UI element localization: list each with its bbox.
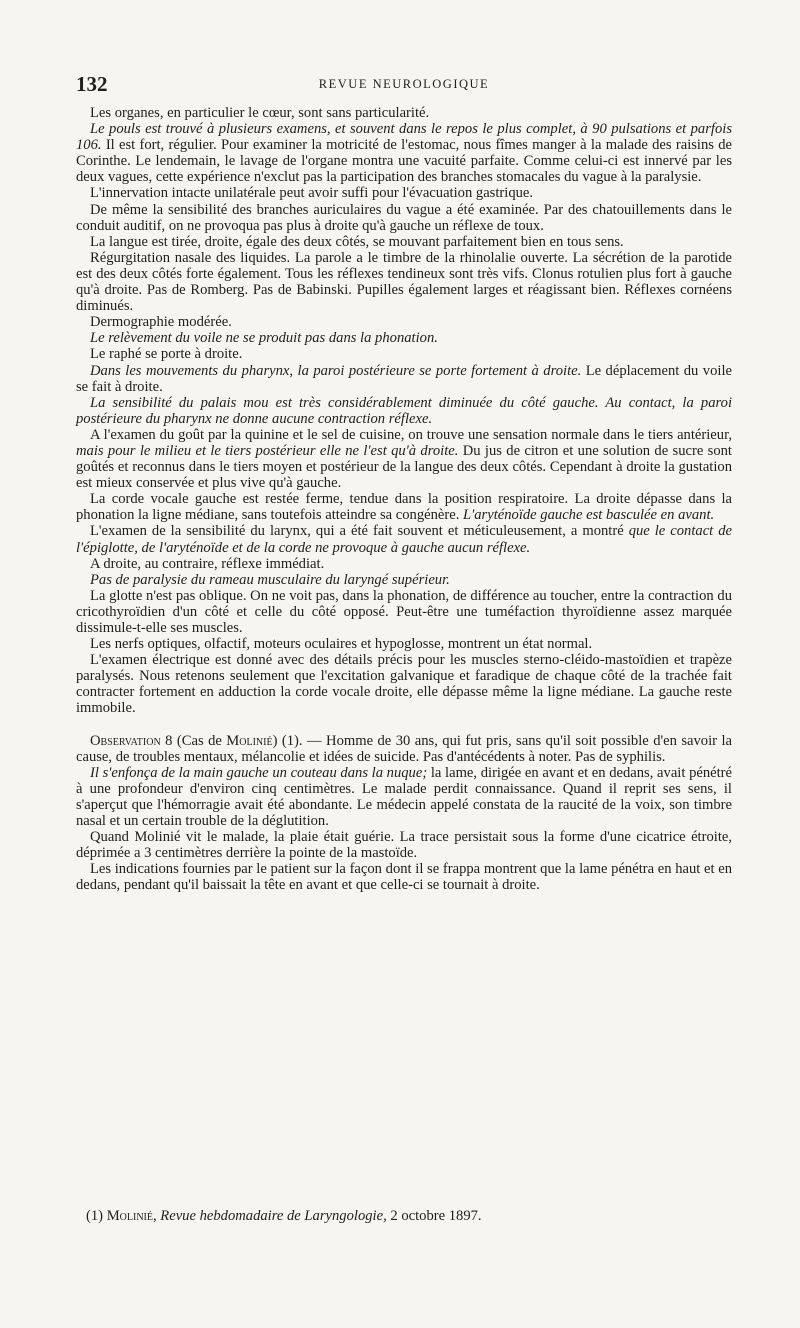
paragraph-sc-lead: Observation — [90, 732, 161, 749]
paragraph-italic-lead: La sensibilité du palais mou est très considérablement diminuée du côté gauche. Au contact, la paroi postérieure du pharynx ne donne aucune contraction réflexe. — [76, 394, 732, 427]
paragraph-text: A droite, au contraire, réflexe immédiat. — [90, 555, 325, 572]
paragraph-text: L'examen de la sensibilité du larynx, qui a été fait souvent et méticuleusement, a montré — [90, 523, 629, 540]
paragraph-text-after: Du jus de citron et une solution de sucre sont goûtés et reconnus dans le tiers moyen et postérieur de la langue des deux côtés. Cependant à droite la gustation est mieux conservée et plus vive qu'à gauche. — [76, 442, 732, 492]
paragraph-text: Les indications fournies par le patient sur la façon dont il se frappa montrent que la lame pénétra en haut et en dedans, pendant qu'il baissait la tête en avant et que celle-ci se tournait à droite. — [76, 861, 732, 894]
paragraph-sc-mid: Molinié — [226, 732, 273, 749]
paragraph-text: L'examen électrique est donné avec des détails précis pour les muscles sterno-cléido-mastoïdien et trapèze paralysés. Nous retenons seulement que l'excitation galvanique et faradique de chaque côté de la trachée fait contracter fortement en adduction la corde vocale droite, elle dépasse même la ligne médiane. La gauche reste immobile. — [76, 652, 732, 717]
footnote-date: 2 octobre 1897. — [390, 1208, 482, 1224]
footnote — [86, 1208, 726, 1224]
paragraph — [76, 330, 732, 346]
page-number: 132 — [76, 72, 108, 96]
paragraph-italic-lead: Pas de paralysie du rameau musculaire du laryngé supérieur. — [90, 571, 450, 588]
paragraph — [76, 363, 732, 395]
paragraph-text: 8 (Cas de — [160, 732, 227, 749]
paragraph-text: Les nerfs optiques, olfactif, moteurs oculaires et hypoglosse, montrent un état normal. — [90, 636, 593, 653]
paragraph — [76, 105, 732, 121]
paragraph-italic-lead: Le pouls est trouvé à plusieurs examens, et souvent dans le repos le plus complet, à 90 pulsations et parfois 106. — [76, 121, 732, 154]
paragraph-text: A l'examen du goût par la quinine et le sel de cuisine, on trouve une sensation normale dans le tiers antérieur, — [90, 426, 732, 443]
paragraph-text: Quand Molinié vit le malade, la plaie était guérie. La trace persistait sous la forme d'une cicatrice étroite, déprimée a 3 centimètres derrière la pointe de la mastoïde. — [76, 829, 732, 862]
paragraph-italic-mid: mais pour le milieu et le tiers postérieur elle ne l'est qu'à droite. — [76, 442, 459, 459]
paragraph-text: De même la sensibilité des branches auriculaires du vague a été examinée. Par des chatouillements dans le conduit auditif, on ne provoqua pas plus à droite qu'à gauche un réflexe de toux. — [76, 201, 732, 234]
paragraph — [76, 234, 732, 250]
paragraph — [76, 523, 732, 555]
paragraph — [76, 556, 732, 572]
paragraph-text: La langue est tirée, droite, égale des deux côtés, se mouvant parfaitement bien en tous sens. — [90, 233, 624, 250]
paragraph — [76, 588, 732, 636]
paragraph-text: La glotte n'est pas oblique. On ne voit pas, dans la phonation, de différence au toucher, entre la contraction du cricothyroïdien d'un côté et celle du côté opposé. Peut-être une tuméfaction thyroïdienne assez marquée dissimule-t-elle ses muscles. — [76, 587, 732, 636]
paragraph — [76, 829, 732, 861]
paragraph-text: Le raphé se porte à droite. — [90, 346, 243, 363]
paragraph-text: Les organes, en particulier le cœur, sont sans particularité. — [90, 105, 430, 121]
paragraph-italic-lead: Le relèvement du voile ne se produit pas dans la phonation. — [90, 330, 438, 347]
paragraph — [76, 572, 732, 588]
paragraph — [76, 202, 732, 234]
paragraph — [76, 652, 732, 716]
paragraph-text: Le déplacement du voile se fait à droite. — [76, 362, 732, 395]
paragraph — [76, 427, 732, 491]
paragraph — [76, 250, 732, 314]
paragraph-text-after: ) (1). — Homme de 30 ans, qui fut pris, sans qu'il soit possible d'en savoir la cause, de troubles mentaux, mélancolie et idées de suicide. Pas d'antécédents à noter. Pas de syphilis. — [76, 732, 732, 765]
paragraph — [76, 346, 732, 362]
paragraph — [76, 121, 732, 185]
paragraph — [76, 733, 732, 765]
paragraph-italic-mid: que le contact de l'épiglotte, de l'aryténoïde et de la corde ne provoque à gauche aucun réflexe. — [76, 523, 732, 556]
paragraph-text: Régurgitation nasale des liquides. La parole a le timbre de la rhinolalie ouverte. La sécrétion de la parotide est des deux côtés forte également. Tous les réflexes tendineux sont très vifs. Clonus rotulien plus fort à gauche qu'à droite. Pas de Romberg. Pas de Babinski. Pupilles également larges et réagissant bien. Réflexes cornéens diminués. — [76, 249, 732, 315]
footnote-author: Molinié, — [106, 1208, 157, 1224]
paragraph-text: La corde vocale gauche est restée ferme, tendue dans la position respiratoire. La droite dépasse dans la phonation la ligne médiane, sans toutefois atteindre sa congénère. — [76, 491, 732, 524]
paragraph — [76, 861, 732, 893]
paragraph — [76, 314, 732, 330]
paragraph-italic-mid: L'aryténoïde gauche est basculée en avant. — [463, 507, 715, 524]
paragraph-text: L'innervation intacte unilatérale peut avoir suffi pour l'évacuation gastrique. — [90, 185, 534, 202]
footnote-marker: (1) — [86, 1208, 104, 1224]
paragraph-italic-lead: Dans les mouvements du pharynx, la paroi postérieure se porte fortement à droite. — [90, 362, 582, 379]
paragraph — [76, 185, 732, 201]
paragraph — [76, 395, 732, 427]
body-text — [76, 105, 732, 894]
page-header — [76, 72, 732, 96]
paragraph-text: la lame, dirigée en avant et en dedans, avait pénétré à une profondeur d'environ cinq centimètres. Le malade perdit connaissance. Quand il reprit ses sens, il s'aperçut que l'hémorragie avait été abondante. Le médecin appelé constata de la raucité de la voix, son timbre nasal et un certain trouble de la déglutition. — [76, 764, 733, 830]
paragraph — [76, 765, 732, 829]
running-title: REVUE NEUROLOGIQUE — [318, 77, 490, 91]
paragraph-text: Il est fort, régulier. Pour examiner la motricité de l'estomac, nous fîmes manger à la malade des raisins de Corinthe. Le lendemain, le lavage de l'organe montra une vacuité parfaite. Comme celui-ci est innervé par les deux vagues, cette expérience n'exclut pas la participation des branches stomacales du vague à la paralysie. — [76, 137, 732, 186]
footnote-journal: Revue hebdomadaire de Laryngologie, — [160, 1208, 387, 1224]
paragraph-text: Dermographie modérée. — [90, 314, 232, 331]
paragraph-italic-lead: Il s'enfonça de la main gauche un couteau dans la nuque; — [90, 764, 428, 781]
paragraph — [76, 636, 732, 652]
paragraph — [76, 491, 732, 523]
